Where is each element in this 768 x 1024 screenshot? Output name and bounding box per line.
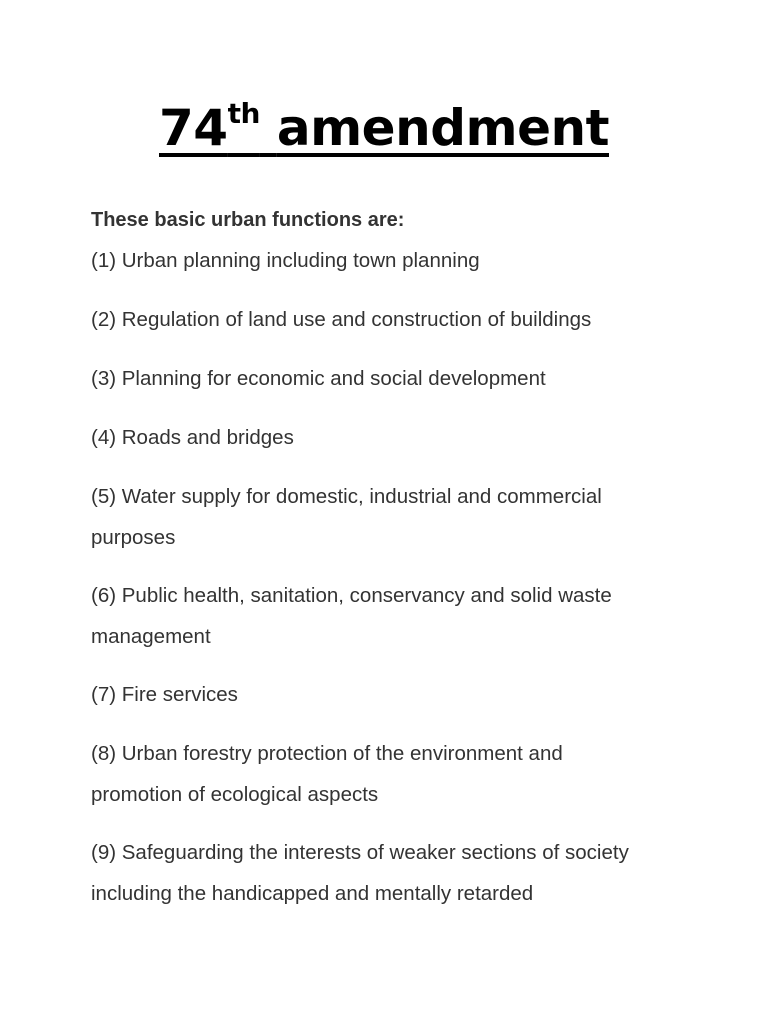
- list-item-line: (4) Roads and bridges: [91, 426, 294, 449]
- title-number: 74: [159, 99, 228, 157]
- title-word: amendment: [276, 99, 609, 157]
- list-item-line-continued: including the handicapped and mentally retarded: [91, 882, 534, 905]
- list-item-5: [91, 476, 691, 558]
- list-item-line-continued: purposes: [91, 526, 176, 549]
- list-item-line: (1) Urban planning including town planning: [91, 249, 480, 272]
- title-text: [159, 98, 609, 158]
- list-item-1: [91, 240, 691, 281]
- list-item-line: (8) Urban forestry protection of the environment and: [91, 742, 563, 765]
- list-item-line: (2) Regulation of land use and construction of buildings: [91, 308, 592, 331]
- list-item-line-continued: promotion of ecological aspects: [91, 783, 379, 806]
- list-item-2: [91, 299, 691, 340]
- list-item-line-continued: management: [91, 625, 211, 648]
- list-item-3: [91, 358, 691, 399]
- title-superscript: th: [227, 97, 260, 130]
- list-item-7: [91, 674, 691, 715]
- list-item-6: [91, 575, 691, 657]
- list-item-line: (3) Planning for economic and social development: [91, 367, 546, 390]
- list-item-line: (5) Water supply for domestic, industrial and commercial: [91, 485, 602, 508]
- page-title: [0, 98, 768, 158]
- list-item-line: (7) Fire services: [91, 683, 238, 706]
- list-item-8: [91, 733, 691, 815]
- list-item-4: [91, 417, 691, 458]
- list-item-line: (9) Safeguarding the interests of weaker sections of society: [91, 841, 629, 864]
- section-heading: These basic urban functions are:: [91, 209, 405, 231]
- list-item-9: [91, 832, 691, 914]
- list-item-line: (6) Public health, sanitation, conservancy and solid waste: [91, 584, 612, 607]
